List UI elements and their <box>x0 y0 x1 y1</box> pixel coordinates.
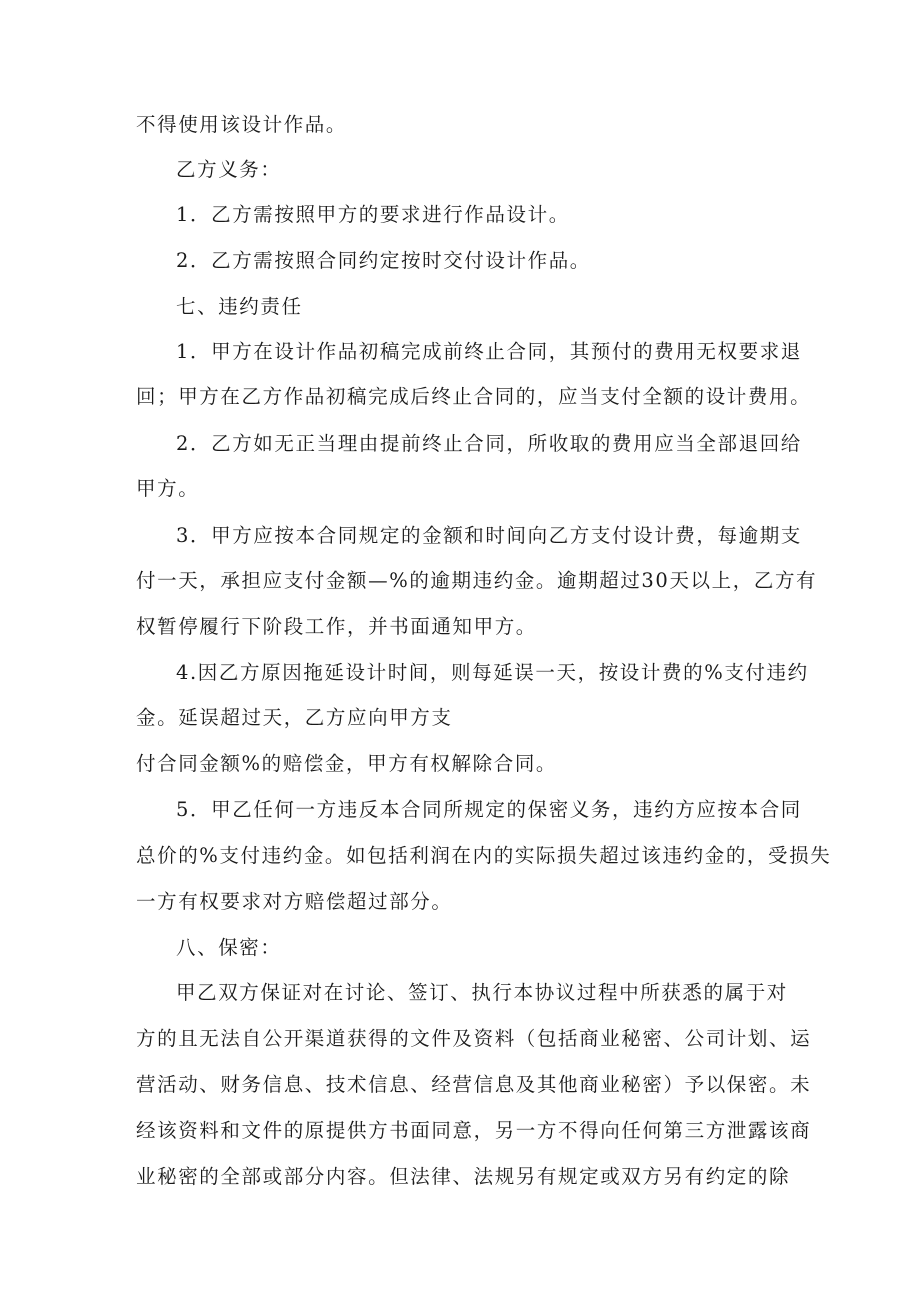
text-line: 甲乙双方保证对在讨论、签订、执行本协议过程中所获悉的属于对 <box>176 981 788 1004</box>
text-line: 经该资料和文件的原提供方书面同意，另一方不得向任何第三方泄露该商 <box>136 1119 812 1142</box>
text-line: 方的且无法自公开渠道获得的文件及资料（包括商业秘密、公司计划、运 <box>136 1027 812 1050</box>
text-line: 权暂停履行下阶段工作，并书面通知甲方。 <box>136 615 537 638</box>
text-line: 乙方义务： <box>176 158 282 181</box>
text-line: 回；甲方在乙方作品初稿完成后终止合同的，应当支付全额的设计费用。 <box>136 385 812 408</box>
text-line: 金。延误超过天，乙方应向甲方支 <box>136 706 453 729</box>
text-line: 甲方。 <box>136 477 200 500</box>
text-line: 1．甲方在设计作品初稿完成前终止合同，其预付的费用无权要求退 <box>176 340 802 363</box>
text-line: 2．乙方需按照合同约定按时交付设计作品。 <box>176 249 591 272</box>
text-line: 业秘密的全部或部分内容。但法律、法规另有规定或双方另有约定的除 <box>136 1165 791 1188</box>
text-line: 营活动、财务信息、技术信息、经营信息及其他商业秘密）予以保密。未 <box>136 1073 812 1096</box>
section-heading: 八、保密： <box>176 936 282 959</box>
text-line: 3．甲方应按本合同规定的金额和时间向乙方支付设计费，每逾期支 <box>176 524 802 547</box>
text-line: 2．乙方如无正当理由提前终止合同，所收取的费用应当全部退回给 <box>176 432 802 455</box>
text-line: 5．甲乙任何一方违反本合同所规定的保密义务，违约方应按本合同 <box>176 798 802 821</box>
text-line: 不得使用该设计作品。 <box>136 113 348 136</box>
section-heading: 七、违约责任 <box>176 295 303 318</box>
text-line: 一方有权要求对方赔偿超过部分。 <box>136 890 453 913</box>
text-line: 付一天，承担应支付金额—%的逾期违约金。逾期超过30天以上，乙方有 <box>136 569 818 592</box>
text-line: 总价的%支付违约金。如包括利润在内的实际损失超过该违约金的，受损失 <box>136 844 832 867</box>
text-line: 4.因乙方原因拖延设计时间，则每延误一天，按设计费的%支付违约 <box>176 661 809 684</box>
text-line: 1．乙方需按照甲方的要求进行作品设计。 <box>176 203 570 226</box>
text-line: 付合同金额%的赔偿金，甲方有权解除合同。 <box>136 752 558 775</box>
